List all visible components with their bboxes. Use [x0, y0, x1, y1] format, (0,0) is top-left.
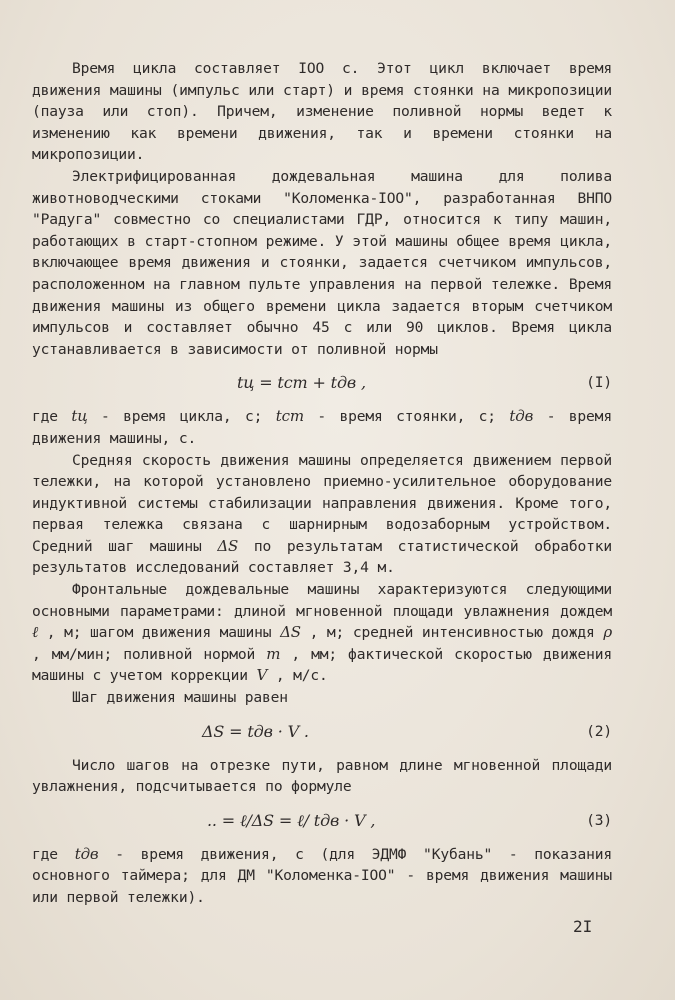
body-text	[32, 58, 612, 909]
formula-3-expression: .. = ℓ/ΔS = ℓ/ tдв · V ,	[207, 810, 376, 830]
formula-1-expression: tц = tст + tдв ,	[237, 373, 366, 393]
formula-1	[32, 362, 612, 404]
formula-1-number: (I)	[586, 374, 612, 392]
formula-3	[32, 800, 612, 842]
formula-2-expression: ΔS = tдв · V .	[202, 721, 309, 741]
formula-2-number: (2)	[586, 722, 612, 740]
paragraph-parameters: Фронтальные дождевальные машины характеризуются следующими основными параметрами: длиной мгновенной площади увлажнения дождем ℓ , м; шагом движения машины ΔS , м; средней интенсивностью дождя ρ , мм/мин; поливной нормой m , мм; фактической скоростью движения машины с учетом коррекции V , м/с.	[32, 581, 613, 685]
paragraph-count-intro: Число шагов на отрезке пути, равном длине мгновенной площади увлажнения, подсчитывается по формуле	[32, 756, 612, 796]
paragraph-where-1: где tц - время цикла, с; tст - время стоянки, с; tдв - время движения машины, с.	[32, 407, 612, 447]
paragraph-kolomenka: Электрифицированная дождевальная машина для полива животноводческими стоками "Коломенка-IOO", разработанная ВНПО "Радуга" совместно со специалистами ГДР, относится к типу машин, работающих в старт-стопном режиме. У этой машины общее время цикла, включающее время движения и стоянки, задается счетчиком импульсов, расположенном на главном пульте управления на первой тележке. Время движения машины из общего времени цикла задается вторым счетчиком импульсов и составляет обычно 45 с или 90 циклов. Время цикла устанавливается в зависимости от поливной нормы	[32, 167, 612, 358]
paragraph-cycle-time: Время цикла составляет IOO с. Этот цикл включает время движения машины (импульс или старт) и время стоянки на микропозиции (пауза или стоп). Причем, изменение поливной нормы ведет к изменению как времени движения, так и времени стоянки на микропозиции.	[32, 60, 612, 164]
page-number: 2I	[573, 917, 593, 936]
formula-3-number: (3)	[586, 811, 612, 829]
paragraph-speed: Средняя скорость движения машины определяется движением первой тележки, на которой установлено приемно-усилительное оборудование индуктивной системы стабилизации направления движения. Кроме того, первая тележка связана с шарнирным водозаборным устройством. Средний шаг машины ΔS по результатам статистической обработки результатов исследований составляет 3,4 м.	[32, 451, 613, 577]
formula-2	[32, 711, 612, 753]
paragraph-step-intro: Шаг движения машины равен	[72, 689, 288, 707]
paragraph-where-2: где tдв - время движения, с (для ЭДМФ "Кубань" - показания основного таймера; для ДМ "Коломенка-IOO" - время движения машины или первой тележки).	[32, 844, 613, 906]
